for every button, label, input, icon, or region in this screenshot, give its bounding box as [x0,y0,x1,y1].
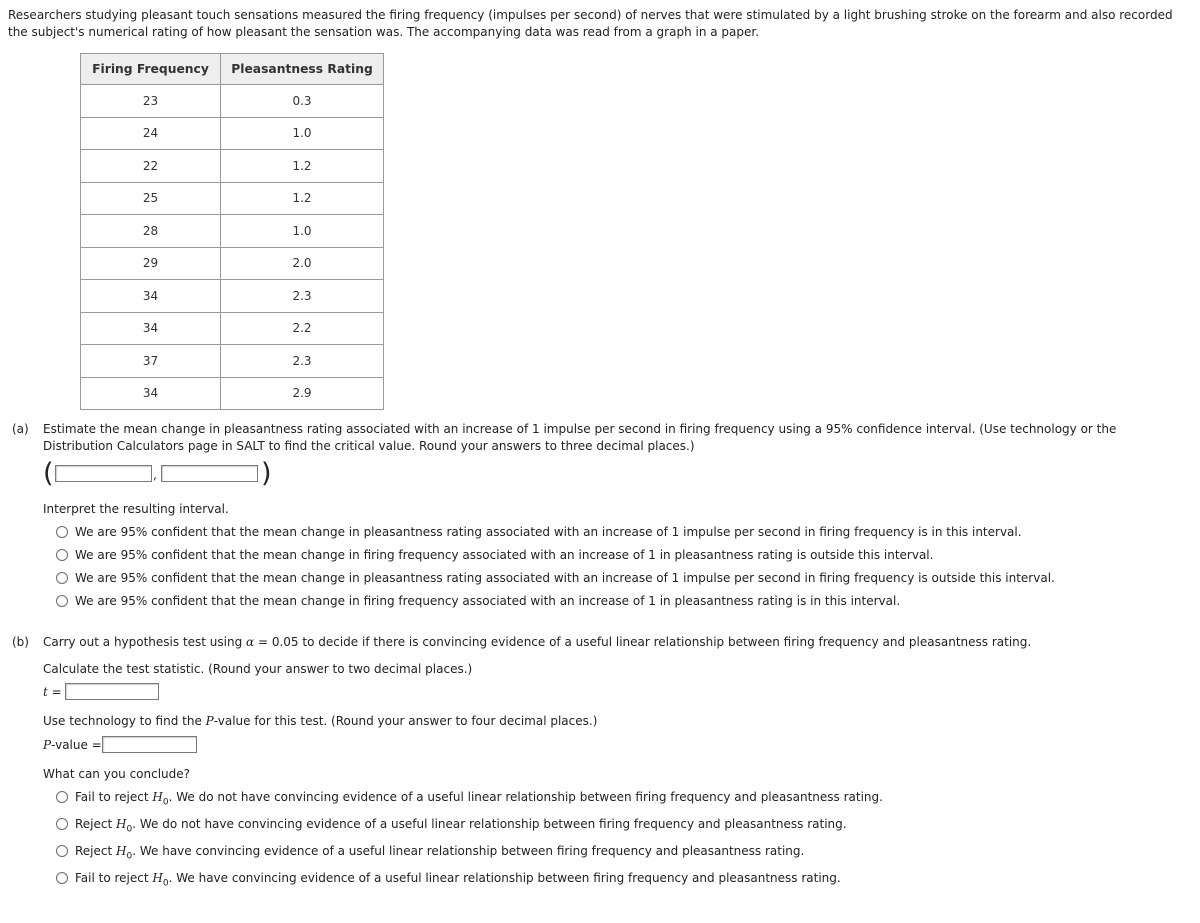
cell-firing-frequency: 22 [81,150,221,183]
interval-lower-input[interactable] [55,465,152,482]
table-row [81,247,384,280]
t-equals: = [47,685,62,699]
pvalue-var: P [43,738,52,752]
cell-firing-frequency: 37 [81,345,221,378]
conclusion-option-4-pre: Fail to reject [75,871,153,885]
pvalue-prompt-post: -value for this test. (Round your answer to four decimal places.) [213,714,598,728]
cell-pleasantness-rating: 2.0 [221,247,384,280]
table-row [81,280,384,313]
cell-firing-frequency: 29 [81,247,221,280]
conclusion-option-2-pre: Reject [75,817,117,831]
cell-pleasantness-rating: 1.2 [221,182,384,215]
test-statistic-prompt: Calculate the test statistic. (Round your answer to two decimal places.) [43,662,473,676]
cell-pleasantness-rating: 0.3 [221,85,384,118]
cell-pleasantness-rating: 2.2 [221,312,384,345]
part-b-question-pre: Carry out a hypothesis test using [43,635,247,649]
table-row [81,85,384,118]
part-a-label: (a) [12,422,29,436]
conclusion-option-1-post: . We do not have convincing evidence of a useful linear relationship between firing frequency and pleasantness rating. [168,790,883,804]
cell-firing-frequency: 25 [81,182,221,215]
interpret-option-4-radio[interactable] [56,595,68,607]
conclusion-option-2-radio[interactable] [56,818,68,830]
interpret-label: Interpret the resulting interval. [43,502,229,516]
interpret-option-1-radio[interactable] [56,526,68,538]
cell-pleasantness-rating: 2.9 [221,377,384,410]
problem-intro: Researchers studying pleasant touch sensations measured the firing frequency (impulses per second) of nerves that were stimulated by a light brushing stroke on the forearm and also recorded the subject's numerical rating of how pleasant the sensation was. The accompanying data was read from a graph in a paper. [8,8,1173,39]
t-variable: t [43,685,48,699]
interpret-option-4-label: We are 95% confident that the mean change in firing frequency associated with an increase of 1 in pleasantness rating is in this interval. [75,594,901,608]
conclusion-option-1-radio[interactable] [56,791,68,803]
interpret-option-1-label: We are 95% confident that the mean change in pleasantness rating associated with an increase of 1 impulse per second in firing frequency is in this interval. [75,525,1022,539]
table-row [81,150,384,183]
part-b-label: (b) [12,635,29,649]
conclusion-option-1-pre: Fail to reject [75,790,153,804]
part-b-question [43,634,1031,651]
interpret-option-2-radio[interactable] [56,549,68,561]
interpret-option-2-label: We are 95% confident that the mean change in firing frequency associated with an increase of 1 in pleasantness rating is outside this interval. [75,548,934,562]
pvalue-label [43,738,102,752]
cell-firing-frequency: 28 [81,215,221,248]
h0-symbol: H [116,817,127,831]
conclude-label: What can you conclude? [43,767,191,781]
h0-subscript: 0 [126,824,133,835]
conclusion-option-3-pre: Reject [75,844,117,858]
interpret-option-3-label: We are 95% confident that the mean change in pleasantness rating associated with an increase of 1 impulse per second in firing frequency is outside this interval. [75,571,1055,585]
table-row [81,215,384,248]
part-a-question: Estimate the mean change in pleasantness rating associated with an increase of 1 impulse per second in firing frequency using a 95% confidence interval. (Use technology or the Distribution Calculators page in SALT to find the critical value. Round your answers to three decimal places.) [43,422,1117,453]
cell-pleasantness-rating: 2.3 [221,280,384,313]
interval-comma: , [153,468,157,482]
cell-firing-frequency: 34 [81,280,221,313]
cell-pleasantness-rating: 1.0 [221,117,384,150]
cell-pleasantness-rating: 2.3 [221,345,384,378]
interval-upper-input[interactable] [161,465,258,482]
conclusion-option-4-post: . We have convincing evidence of a useful linear relationship between firing frequency and pleasantness rating. [168,871,841,885]
part-b-question-post: = 0.05 to decide if there is convincing evidence of a useful linear relationship between firing frequency and pleasantness rating. [254,635,1032,649]
conclusion-option-2-post: . We do not have convincing evidence of a useful linear relationship between firing frequency and pleasantness rating. [132,817,847,831]
data-table [80,53,384,410]
cell-pleasantness-rating: 1.0 [221,215,384,248]
conclusion-option-3-radio[interactable] [56,845,68,857]
conclusion-option-4-radio[interactable] [56,872,68,884]
cell-firing-frequency: 34 [81,377,221,410]
conclusion-option-4-label [75,871,841,888]
table-row [81,182,384,215]
table-row [81,377,384,410]
t-statistic-input[interactable] [65,683,159,700]
interval-close-paren: ) [261,458,272,489]
column-header-firing-frequency: Firing Frequency [81,54,221,85]
pvalue-prompt-pre: Use technology to find the [43,714,206,728]
pvalue-input[interactable] [102,736,197,753]
alpha-symbol: α [246,635,255,649]
h0-symbol: H [116,844,127,858]
conclusion-option-1-label [75,790,883,807]
h0-subscript: 0 [162,878,169,889]
table-row [81,312,384,345]
interval-open-paren: ( [43,458,54,489]
conclusion-option-2-label [75,817,847,834]
conclusion-option-3-label [75,844,804,861]
pvalue-label-post: -value = [51,738,102,752]
t-label [43,685,62,699]
h0-symbol: H [152,790,163,804]
conclusion-option-3-post: . We have convincing evidence of a useful linear relationship between firing frequency and pleasantness rating. [132,844,805,858]
pvalue-prompt [43,714,597,728]
table-header-row [81,54,384,85]
cell-firing-frequency: 24 [81,117,221,150]
table-row [81,117,384,150]
interpret-option-3-radio[interactable] [56,572,68,584]
cell-firing-frequency: 23 [81,85,221,118]
cell-firing-frequency: 34 [81,312,221,345]
h0-subscript: 0 [126,851,133,862]
column-header-pleasantness-rating: Pleasantness Rating [221,54,384,85]
h0-subscript: 0 [162,797,169,808]
pvalue-prompt-var: P [205,714,214,728]
cell-pleasantness-rating: 1.2 [221,150,384,183]
h0-symbol: H [152,871,163,885]
table-row [81,345,384,378]
